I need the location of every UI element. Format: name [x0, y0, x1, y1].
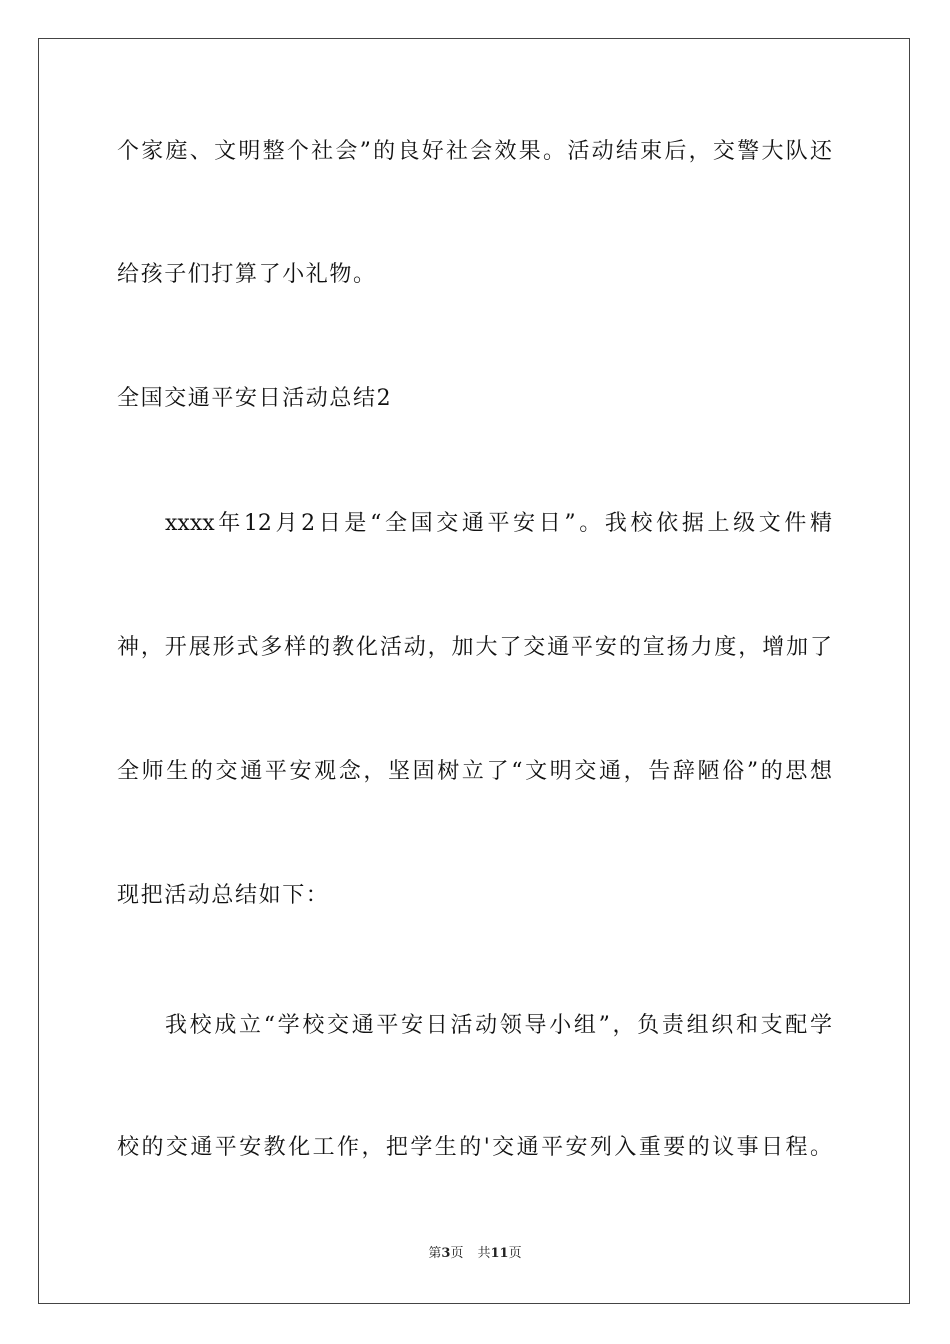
footer-page-suffix: 页 [450, 1246, 464, 1261]
paragraph-1-line-1: xxxx年12月2日是“全国交通平安日”。我校依据上级文件精 [165, 511, 832, 536]
footer-page-prefix: 第 [428, 1246, 442, 1261]
body-line-2: 给孩子们打算了小礼物。 [117, 262, 377, 287]
paragraph-2-line-2: 校的交通平安教化工作，把学生的'交通平安列入重要的议事日程。 [117, 1135, 832, 1160]
footer-total-prefix: 共 [477, 1246, 491, 1261]
body-line-1: 个家庭、文明整个社会”的良好社会效果。活动结束后，交警大队还 [117, 139, 832, 164]
footer-total-suffix: 页 [508, 1246, 522, 1261]
paragraph-2-line-1: 我校成立“学校交通平安日活动领导小组”，负责组织和支配学 [165, 1013, 832, 1038]
paragraph-1-line-4: 现把活动总结如下： [117, 883, 330, 908]
footer-page-number: 3 [441, 1246, 451, 1261]
footer-total-number: 11 [490, 1246, 509, 1261]
section-heading: 全国交通平安日活动总结2 [117, 386, 393, 411]
paragraph-1-line-3: 全师生的交通平安观念，坚固树立了“文明交通，告辞陋俗”的思想 [117, 759, 832, 784]
page-footer [0, 1245, 950, 1263]
paragraph-1-line-2: 神，开展形式多样的教化活动，加大了交通平安的宣扬力度，增加了 [117, 635, 832, 660]
page-border [38, 38, 910, 1304]
